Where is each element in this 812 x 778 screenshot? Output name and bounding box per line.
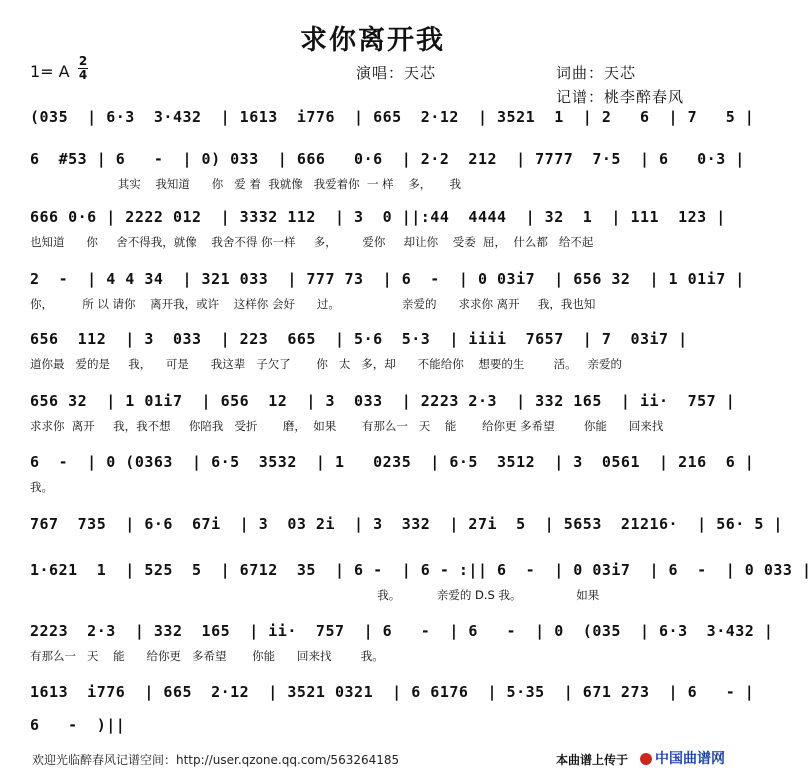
notation-line: 6 #53 | 6 - | 0) 033 | 666 0·6 | 2·2 212 | 7777 7·5 | 6 0·3 |	[30, 150, 745, 168]
notation-line: 767 735 | 6·6 67i | 3 03 2i | 3 332 | 27i 5 | 5653 21216· | 56· 5 |	[30, 515, 783, 533]
logo-icon	[640, 753, 652, 765]
notation-line: 2 - | 4 4 34 | 321 033 | 777 73 | 6 - | 0 03i7 | 656 32 | 1 01i7 |	[30, 270, 745, 288]
lyric-line: 我。 亲爱的 D.S 我。 如果	[30, 588, 600, 602]
notation-line: 1613 i776 | 665 2·12 | 3521 0321 | 6 6176 | 5·35 | 671 273 | 6 - |	[30, 683, 755, 701]
notation-line: 656 32 | 1 01i7 | 656 12 | 3 033 | 2223 2·3 | 332 165 | ii· 757 |	[30, 392, 736, 410]
lyric-line: 你， 所 以 请你 离开我，或许 这样你 会好 过。 亲爱的 求求你 离开 我，我也知	[30, 297, 596, 311]
lyric-line: 我。	[30, 480, 53, 494]
notation-line: 1·621 1 | 525 5 | 6712 35 | 6 - | 6 - :|| 6 - | 0 03i7 | 6 - | 0 033 |	[30, 561, 812, 579]
lyric-line: 有那么一 天 能 给你更 多希望 你能 回来找 我。	[30, 649, 384, 663]
meter-top: 2	[78, 54, 88, 68]
transcriber-credit: 记谱：桃李醉春风	[556, 88, 685, 106]
notation-line: (035 | 6·3 3·432 | 1613 i776 | 665 2·12 | 3521 1 | 2 6 | 7 5 |	[30, 108, 755, 126]
lyric-line: 道你最 爱的是 我， 可是 我这辈 子欠了 你 太 多，却 不能给你 想要的生 活。 亲爱的	[30, 357, 623, 371]
notation-line: 6 - | 0 (0363 | 6·5 3532 | 1 0235 | 6·5 3512 | 3 0561 | 216 6 |	[30, 453, 755, 471]
upload-note: 本曲谱上传于	[556, 753, 629, 767]
notation-line: 6 - )||	[30, 716, 126, 734]
singer-credit: 演唱：天芯	[356, 64, 437, 82]
key-signature: 1= A	[30, 62, 70, 81]
meter-bottom: 4	[78, 68, 88, 82]
lyric-line: 也知道 你 舍不得我，就像 我舍不得 你一样 多， 爱你 却让你 受委 屈， 什么都 给不起	[30, 235, 594, 249]
site-logo[interactable]	[640, 748, 725, 768]
notation-line: 2223 2·3 | 332 165 | ii· 757 | 6 - | 6 - | 0 (035 | 6·3 3·432 |	[30, 622, 774, 640]
lyric-line: 求求你 离开 我，我不想 你陪我 受折 磨， 如果 有那么一 天 能 给你更 多希望 你能 回来找	[30, 419, 664, 433]
writer-credit: 词曲：天芯	[556, 64, 637, 82]
lyric-line: 其实 我知道 你 爱 着 我就像 我爱着你 一 样 多， 我	[30, 177, 462, 191]
notation-line: 666 0·6 | 2222 012 | 3332 112 | 3 0 ||:44 4444 | 32 1 | 111 123 |	[30, 208, 726, 226]
time-signature	[78, 56, 88, 81]
notation-line: 656 112 | 3 033 | 223 665 | 5·6 5·3 | iiii 7657 | 7 03i7 |	[30, 330, 688, 348]
logo-text: 中国曲谱网	[655, 751, 725, 767]
footer-note: 欢迎光临醉春风记谱空间：http://user.qzone.qq.com/563264185	[32, 753, 400, 767]
song-title: 求你离开我	[300, 25, 445, 56]
